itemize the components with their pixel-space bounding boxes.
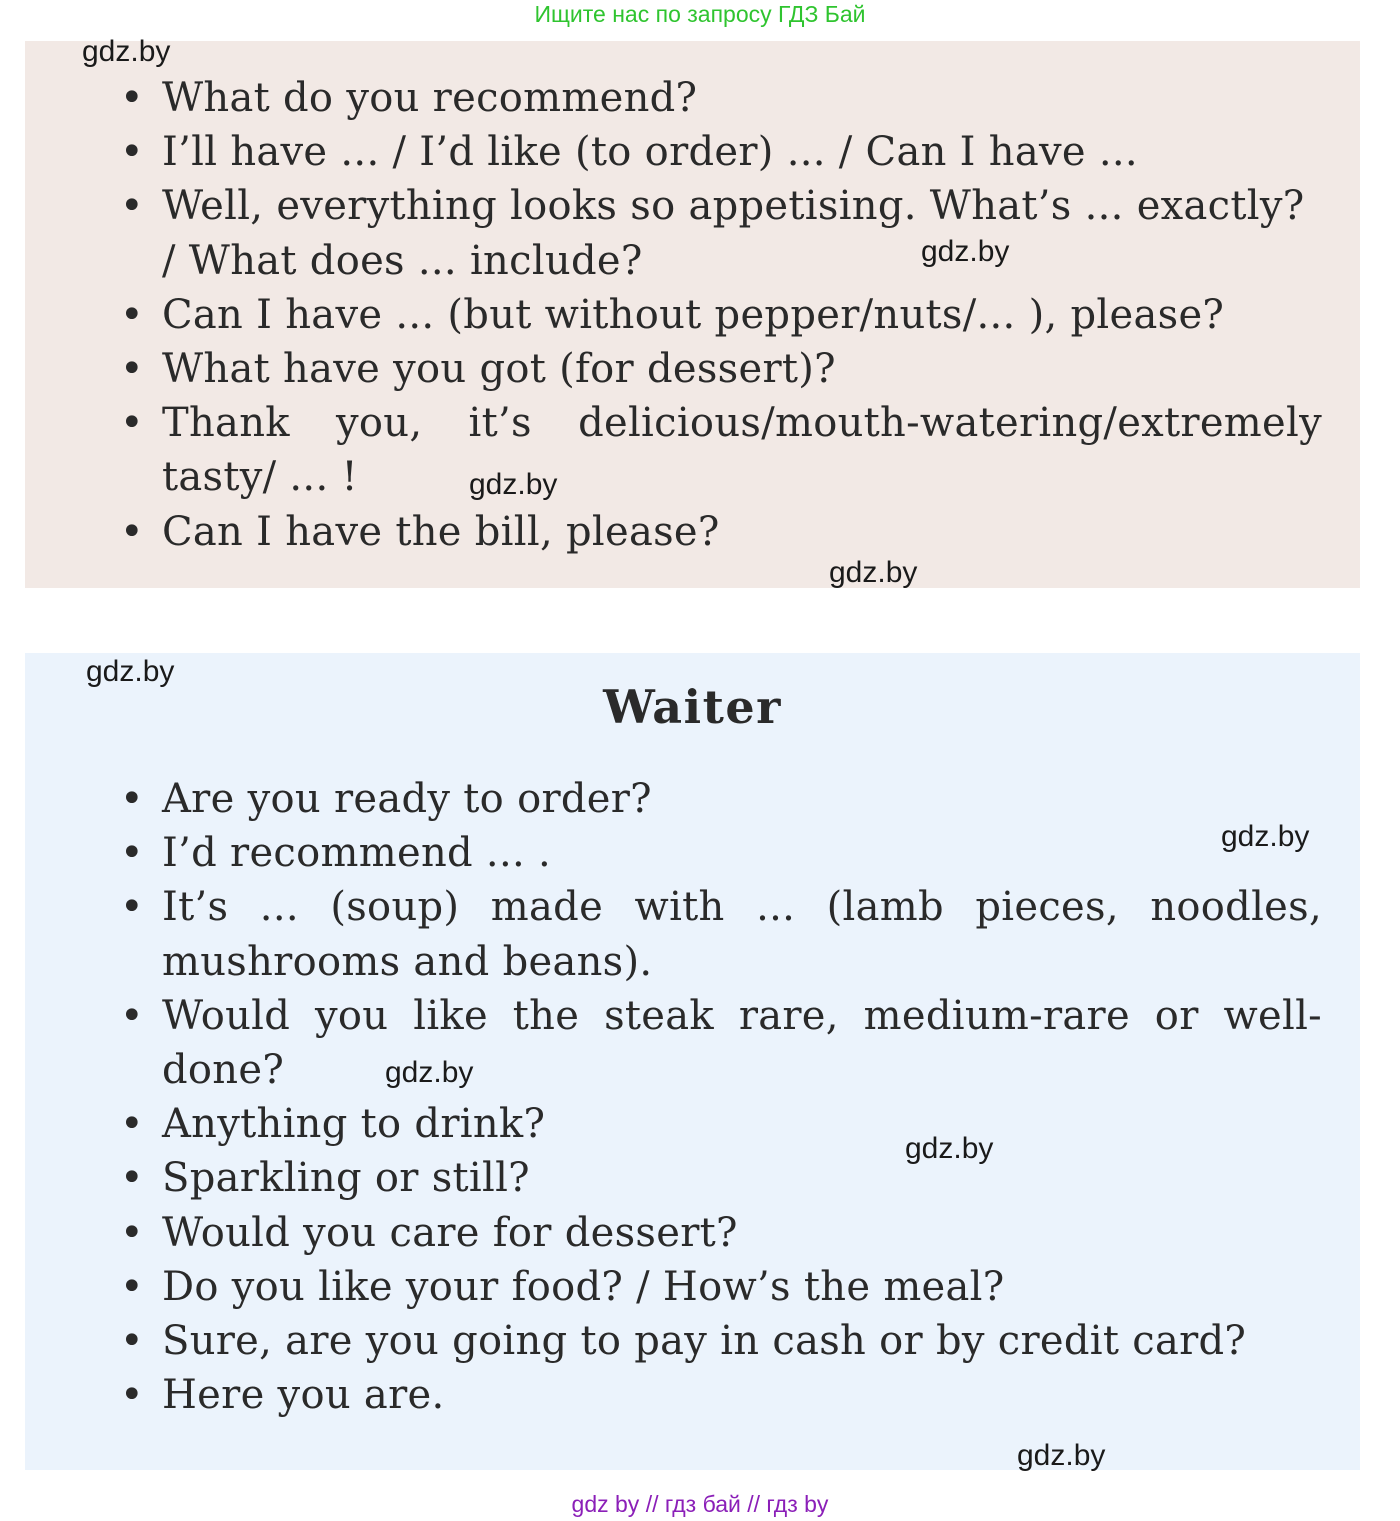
watermark: gdz.by <box>905 1132 994 1165</box>
watermark: gdz.by <box>469 468 558 501</box>
customer-phrases-panel <box>25 41 1360 588</box>
list-item <box>25 1260 1322 1314</box>
bullet: • <box>120 1101 144 1148</box>
footer-links: gdz by // гдз бай // гдз by <box>571 1491 829 1517</box>
watermark: gdz.by <box>385 1056 474 1089</box>
watermark: gdz.by <box>82 35 171 68</box>
phrase-text: Thank you, it’s delicious/mouth-watering/extremely tasty/ ... ! <box>162 400 1322 501</box>
list-item <box>25 179 1322 287</box>
bullet: • <box>120 129 144 176</box>
watermark: gdz.by <box>829 556 918 589</box>
list-item <box>25 1368 1322 1422</box>
waiter-phrases-panel <box>25 653 1360 1470</box>
phrase-text: Are you ready to order? <box>162 776 652 822</box>
bullet: • <box>120 884 144 931</box>
bullet: • <box>120 992 144 1039</box>
phrase-text: Would you like the steak rare, medium-rare or well-done? <box>162 992 1322 1094</box>
bullet: • <box>120 75 144 121</box>
bullet: • <box>120 1372 144 1419</box>
list-item <box>25 826 1322 880</box>
waiter-heading: Waiter <box>603 680 782 734</box>
list-item <box>25 989 1322 1097</box>
bullet: • <box>120 830 144 877</box>
watermark: gdz.by <box>1221 820 1310 853</box>
bullet: • <box>120 1263 144 1310</box>
list-item <box>25 880 1322 988</box>
list-item <box>25 71 1322 125</box>
phrase-text: Sure, are you going to pay in cash or by credit card? <box>162 1318 1247 1365</box>
bullet: • <box>120 183 144 230</box>
phrase-text: I’ll have ... / I’d like (to order) ... / Can I have ... <box>162 129 1138 176</box>
bullet: • <box>120 1209 144 1256</box>
phrase-text: What have you got (for dessert)? <box>162 346 836 393</box>
list-item <box>25 1206 1322 1260</box>
bullet: • <box>120 1318 144 1365</box>
phrase-text: Do you like your food? / How’s the meal? <box>162 1263 1005 1310</box>
watermark: gdz.by <box>921 235 1010 268</box>
list-item <box>25 125 1322 179</box>
bullet: • <box>120 776 144 822</box>
bullet: • <box>120 1155 144 1202</box>
bullet: • <box>120 508 144 555</box>
phrase-text: I’d recommend ... . <box>162 830 552 877</box>
phrase-text: Sparkling or still? <box>162 1155 530 1202</box>
list-item <box>25 772 1322 826</box>
waiter-phrase-list <box>25 772 1322 1422</box>
bullet: • <box>120 291 144 338</box>
list-item <box>25 396 1322 504</box>
phrase-text: Here you are. <box>162 1372 445 1419</box>
search-banner: Ищите нас по запросу ГДЗ Бай <box>534 1 866 27</box>
phrase-text: Can I have the bill, please? <box>162 508 720 555</box>
list-item <box>25 1151 1322 1205</box>
phrase-text: Well, everything looks so appetising. What’s ... exactly? / What does ... include? <box>162 183 1305 284</box>
phrase-text: Anything to drink? <box>162 1101 546 1148</box>
phrase-text: Can I have ... (but without pepper/nuts/... ), please? <box>162 291 1225 338</box>
list-item <box>25 505 1322 559</box>
list-item <box>25 1097 1322 1151</box>
phrase-text: Would you care for dessert? <box>162 1209 738 1256</box>
watermark: gdz.by <box>86 655 175 688</box>
customer-phrase-list <box>25 71 1322 559</box>
watermark: gdz.by <box>1017 1439 1106 1472</box>
phrase-text: What do you recommend? <box>162 75 698 121</box>
list-item <box>25 288 1322 342</box>
bullet: • <box>120 400 144 447</box>
bullet: • <box>120 346 144 393</box>
phrase-text: It’s ... (soup) made with ... (lamb pieces, noodles, mushrooms and beans). <box>162 884 1322 985</box>
list-item <box>25 342 1322 396</box>
list-item <box>25 1314 1322 1368</box>
